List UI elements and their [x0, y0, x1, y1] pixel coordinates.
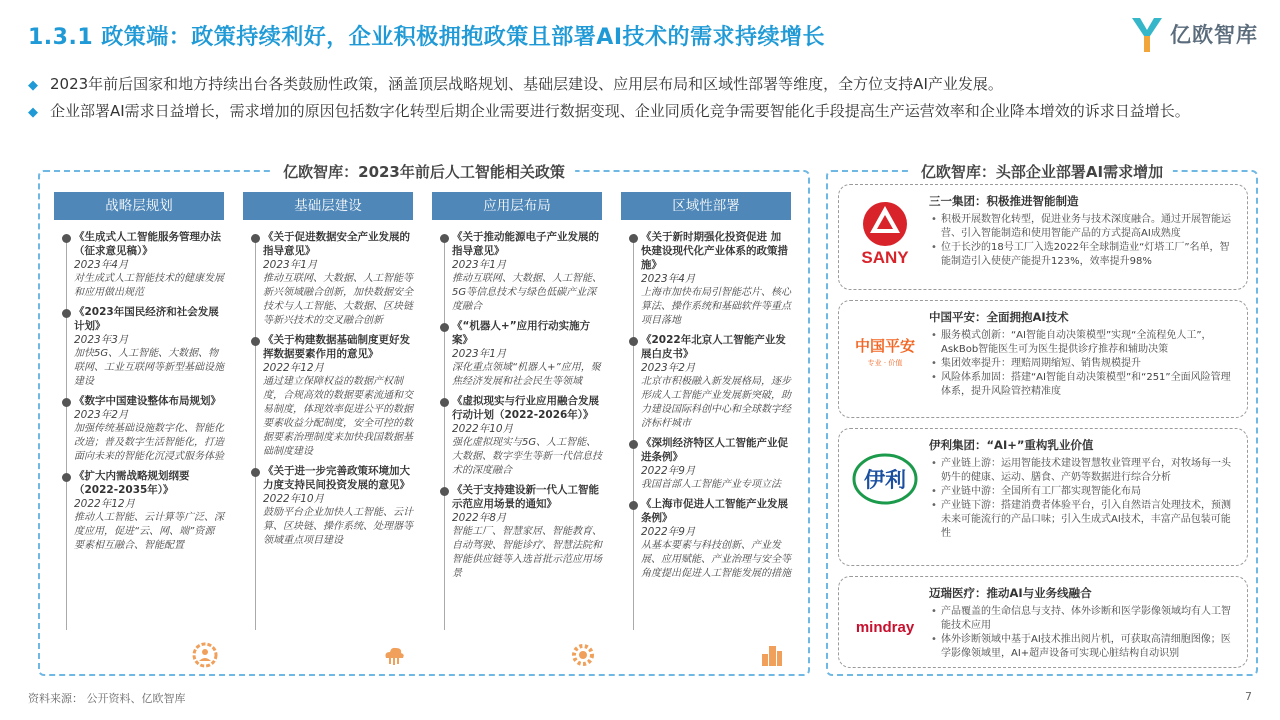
gear-person-icon	[192, 642, 218, 668]
policy-desc: 从基本要素与科技创新、产业发展、应用赋能、产业治理与安全等角度提出促进人工智能发展的措施	[641, 540, 791, 579]
mindray-logo	[845, 587, 925, 667]
policy-desc: 深化重点领域“机器人+”应用，聚焦经济发展和社会民生等领域	[452, 362, 601, 387]
policy-date: 2023年1月	[452, 259, 507, 271]
logo-mark-icon	[1130, 14, 1164, 54]
company-headline: 三一集团：积极推进智能制造	[929, 194, 1079, 208]
company-point: • 积极开展数智化转型，促进业务与技术深度融合。通过开展智能运营、引入智能制造和使用智能产品的方式提高AI成熟度	[929, 213, 1237, 241]
policy-date: 2023年1月	[263, 259, 318, 271]
policy-date: 2022年9月	[641, 465, 696, 477]
timeline-dot	[629, 501, 638, 510]
policy-item	[432, 483, 602, 581]
policy-column-regional	[621, 192, 791, 670]
policy-item	[621, 497, 791, 581]
policy-desc: 推动互联网、大数据、人工智能、5G等信息技术与绿色低碳产业深度融合	[452, 273, 602, 312]
timeline-dot	[62, 309, 71, 318]
yili-logo-text: 伊利	[864, 469, 906, 492]
policy-desc: 鼓励平台企业加快人工智能、云计算、区块链、操作系统、处理器等领域重点项目建设	[263, 507, 413, 546]
timeline-dot	[251, 234, 260, 243]
policy-date: 2022年10月	[452, 423, 514, 435]
company-headline: 迈瑞医疗：推动AI与业务线融合	[929, 586, 1092, 600]
timeline-dot	[440, 487, 449, 496]
pingan-logo	[845, 311, 925, 391]
summary-bullets	[28, 74, 1258, 128]
bullet-text: 2023年前后国家和地方持续出台各类鼓励性政策，涵盖顶层战略规划、基础层建设、应用层布局和区域性部署等维度，全方位支持AI产业发展。	[50, 75, 1003, 93]
policy-desc: 北京市积极融入新发展格局，逐步形成人工智能产业发展新突破，助力建设国际科创中心和全球数字经济标杆城市	[641, 376, 791, 429]
policy-title: 《关于进一步完善政策环境加大力度支持民间投资发展的意见》	[263, 465, 410, 491]
policy-title: 《关于支持建设新一代人工智能示范应用场景的通知》	[452, 484, 599, 510]
policy-timeline	[54, 230, 224, 670]
policy-title: 《深圳经济特区人工智能产业促进条例》	[641, 437, 788, 463]
company-content	[929, 585, 1237, 661]
company-point: • 产业链中游：全国所有工厂都实现智能化布局	[929, 485, 1237, 499]
policy-item	[54, 469, 224, 553]
brand-logo	[1130, 14, 1258, 54]
policy-timeline	[432, 230, 602, 670]
timeline-dot	[62, 473, 71, 482]
policy-item	[54, 394, 224, 464]
policy-date: 2022年10月	[263, 493, 325, 505]
policy-title: 《关于构建数据基础制度更好发挥数据要素作用的意见》	[263, 334, 410, 360]
policy-panel	[38, 163, 810, 676]
policy-title: 《2022年北京人工智能产业发展白皮书》	[641, 334, 786, 360]
policy-title: 《上海市促进人工智能产业发展条例》	[641, 498, 788, 524]
mindray-logo-text: mindray	[855, 618, 915, 636]
company-point: • 集团效率提升：理赔周期缩短、销售规模提升	[929, 357, 1237, 371]
company-point: • 体外诊断领域中基于AI技术推出阅片机，可获取高清细胞图像；医学影像领域里，AI+超声设备可实现心脏结构自动识别	[929, 633, 1237, 661]
policy-item	[432, 319, 602, 389]
policy-desc: 智能工厂、智慧家居、智能教育、自动驾驶、智能诊疗、智慧法院和智能供应链等入选首批示范应用场景	[452, 526, 602, 579]
settings-gear-icon	[570, 642, 596, 668]
policy-title: 《扩大内需战略规划纲要（2022-2035年）》	[74, 470, 190, 496]
policy-title: 《数字中国建设整体布局规划》	[74, 395, 221, 407]
timeline-dot	[629, 337, 638, 346]
column-header: 战略层规划	[54, 192, 224, 220]
policy-title: 《“机器人+”应用行动实施方案》	[452, 320, 591, 346]
policy-date: 2023年2月	[74, 409, 129, 421]
policy-title: 《生成式人工智能服务管理办法（征求意见稿）》	[74, 231, 221, 257]
policy-item	[54, 305, 224, 389]
timeline-dot	[440, 398, 449, 407]
policy-column-application	[432, 192, 602, 670]
policy-column-strategy	[54, 192, 224, 670]
company-headline: 中国平安：全面拥抱AI技术	[929, 310, 1069, 324]
policy-panel-title: 亿欧智库：2023年前后人工智能相关政策	[273, 161, 575, 182]
enterprise-panel	[826, 163, 1258, 676]
diamond-bullet-icon: ◆	[28, 78, 38, 93]
column-header: 基础层建设	[243, 192, 413, 220]
sany-logo-text: SANY	[861, 248, 909, 267]
policy-date: 2023年4月	[641, 273, 696, 285]
company-point: • 风险体系加固：搭建“AI智能自动决策模型”和“251”全面风险管理体系，提升风险管控精准度	[929, 371, 1237, 399]
pingan-logo-text: 中国平安	[854, 336, 915, 355]
policy-item	[621, 436, 791, 492]
policy-timeline	[621, 230, 791, 670]
timeline-dot	[251, 337, 260, 346]
timeline-dot	[251, 468, 260, 477]
timeline-dot	[440, 234, 449, 243]
policy-date: 2023年3月	[74, 334, 129, 346]
company-point: • 位于长沙的18号工厂入选2022年全球制造业“灯塔工厂”名单，智能制造引入使使产能提升123%，效率提升98%	[929, 241, 1237, 269]
policy-desc: 上海市加快布局引智能芯片、核心算法、操作系统和基础软件等重点项目落地	[641, 287, 791, 326]
company-point: • 服务模式创新：“AI智能自动决策模型”实现“全流程免人工”，AskBob智能医生可为医生提供诊疗推荐和辅助决策	[929, 329, 1237, 357]
policy-date: 2023年4月	[74, 259, 129, 271]
policy-column-infrastructure	[243, 192, 413, 670]
city-buildings-icon	[759, 642, 785, 668]
company-card-mindray	[838, 576, 1248, 668]
sany-emblem-icon	[850, 197, 920, 273]
sany-logo	[845, 195, 925, 275]
diamond-bullet-icon: ◆	[28, 105, 38, 120]
policy-desc: 加快5G、人工智能、大数据、物联网、工业互联网等新型基础设施建设	[74, 348, 224, 387]
policy-item	[432, 230, 602, 314]
policy-desc: 通过建立保障权益的数据产权制度，合规高效的数据要素流通和交易制度，体现效率促进公平的数据要素收益分配制度，安全可控的数据要素治理制度来加快我国数据基础制度建设	[263, 376, 413, 457]
logo-text: 亿欧智库	[1170, 23, 1258, 47]
company-card-pingan	[838, 300, 1248, 418]
company-card-sany	[838, 184, 1248, 290]
policy-date: 2022年8月	[452, 512, 507, 524]
source-note: 资料来源： 公开资料、亿欧智库	[28, 692, 186, 705]
policy-date: 2023年1月	[452, 348, 507, 360]
policy-item	[621, 230, 791, 328]
summary-bullet	[28, 74, 1258, 96]
policy-desc: 对生成式人工智能技术的健康发展和应用做出规范	[74, 273, 224, 298]
policy-date: 2023年2月	[641, 362, 696, 374]
timeline-dot	[440, 323, 449, 332]
company-point: • 产业链下游：搭建消费者体验平台，引入自然语言处理技术，预测未来可能流行的产品口味；引入生成式AI技术，丰富产品包装可能性	[929, 499, 1237, 541]
policy-title: 《关于促进数据安全产业发展的指导意见》	[263, 231, 410, 257]
timeline-dot	[62, 234, 71, 243]
column-header: 区域性部署	[621, 192, 791, 220]
company-headline: 伊利集团：“AI+”重构乳业价值	[929, 438, 1094, 452]
policy-item	[243, 333, 413, 459]
policy-date: 2022年9月	[641, 526, 696, 538]
policy-desc: 强化虚拟现实与5G、人工智能、大数据、数字孪生等新一代信息技术的深度融合	[452, 437, 602, 476]
timeline-dot	[629, 234, 638, 243]
policy-title: 《虚拟现实与行业应用融合发展行动计划（2022-2026年）》	[452, 395, 599, 421]
policy-item	[54, 230, 224, 300]
column-header: 应用层布局	[432, 192, 602, 220]
policy-desc: 我国首部人工智能产业专项立法	[641, 479, 781, 490]
company-content	[929, 437, 1237, 541]
policy-desc: 推动互联网、大数据、人工智能等新兴领域融合创新，加快数据安全技术与人工智能、大数据、区块链等新兴技术的交叉融合创新	[263, 273, 413, 326]
timeline-dot	[62, 398, 71, 407]
policy-date: 2022年12月	[263, 362, 325, 374]
page-title: 1.3.1 政策端：政策持续利好，企业积极拥抱政策且部署AI技术的需求持续增长	[28, 25, 826, 50]
page-number: 7	[1245, 690, 1252, 703]
policy-title: 《关于新时期强化投资促进 加快建设现代化产业体系的政策措施》	[641, 231, 788, 271]
policy-desc: 推动人工智能、云计算等广泛、深度应用，促进“云、网、端”资源要素相互融合、智能配置	[74, 512, 224, 551]
policy-item	[243, 464, 413, 548]
timeline-dot	[629, 440, 638, 449]
summary-bullet	[28, 101, 1258, 123]
company-point: • 产业链上游：运用智能技术建设智慧牧业管理平台，对牧场每一头奶牛的健康、运动、膳食、产奶等数据进行综合分析	[929, 457, 1237, 485]
yili-logo	[845, 439, 925, 519]
yili-emblem-icon	[850, 451, 920, 507]
policy-title: 《关于推动能源电子产业发展的指导意见》	[452, 231, 599, 257]
policy-title: 《2023年国民经济和社会发展计划》	[74, 306, 219, 332]
policy-item	[621, 333, 791, 431]
company-content	[929, 309, 1237, 399]
company-content	[929, 193, 1237, 269]
pingan-logo-sub: 专业 · 价值	[867, 358, 903, 367]
cloud-network-icon	[381, 642, 407, 668]
bullet-text: 企业部署AI需求日益增长，需求增加的原因包括数字化转型后期企业需要进行数据变现、企业同质化竞争需要智能化手段提高生产运营效率和企业降本增效的诉求日益增长。	[50, 102, 1190, 120]
policy-desc: 加强传统基础设施数字化、智能化改造；普及数字生活智能化，打造面向未来的智能化沉浸式服务体验	[74, 423, 224, 462]
company-point: • 产品覆盖的生命信息与支持、体外诊断和医学影像领域均有人工智能技术应用	[929, 605, 1237, 633]
company-card-yili	[838, 428, 1248, 566]
policy-timeline	[243, 230, 413, 670]
enterprise-panel-title: 亿欧智库：头部企业部署AI需求增加	[911, 161, 1173, 182]
policy-item	[432, 394, 602, 478]
policy-item	[243, 230, 413, 328]
policy-date: 2022年12月	[74, 498, 136, 510]
